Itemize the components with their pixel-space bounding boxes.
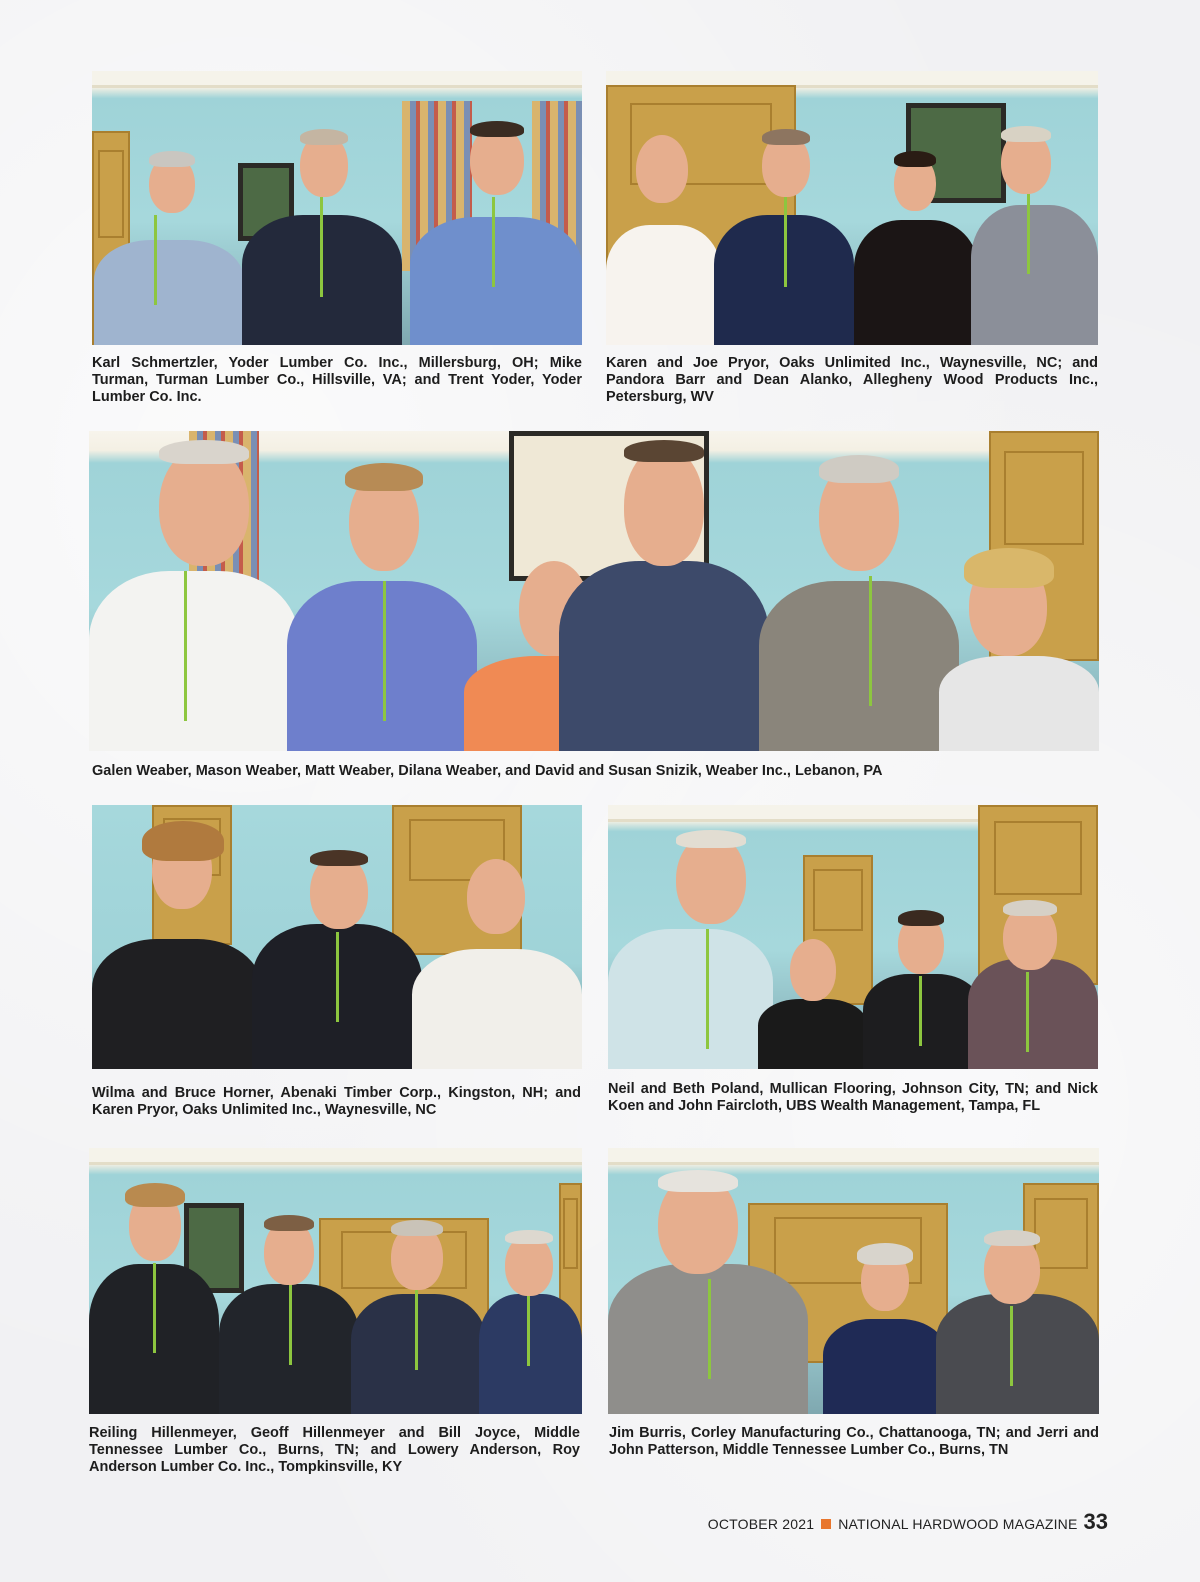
photo-3 [89, 431, 1099, 751]
caption-photo-3: Galen Weaber, Mason Weaber, Matt Weaber, Dilana Weaber, and David and Susan Snizik, Weaber Inc., Lebanon, PA [92, 763, 883, 779]
footer-month: OCTOBER 2021 [707, 1516, 815, 1532]
photo-5 [608, 805, 1098, 1069]
photo-1 [92, 71, 582, 345]
caption-photo-5: Neil and Beth Poland, Mullican Flooring, Johnson City, TN; and Nick Koen and John Faircloth, UBS Wealth Management, Tampa, FL [608, 1081, 1098, 1114]
photo-6 [89, 1148, 582, 1414]
page-footer [708, 1509, 1108, 1535]
footer-square-icon [821, 1519, 831, 1529]
page-number: 33 [1083, 1509, 1108, 1534]
caption-photo-2: Karen and Joe Pryor, Oaks Unlimited Inc., Waynesville, NC; and Pandora Barr and Dean Alanko, Allegheny Wood Products Inc., Petersburg, WV [606, 355, 1098, 405]
caption-photo-7: Jim Burris, Corley Manufacturing Co., Chattanooga, TN; and Jerri and John Patterson, Middle Tennessee Lumber Co., Burns, TN [609, 1425, 1099, 1458]
caption-photo-1: Karl Schmertzler, Yoder Lumber Co. Inc., Millersburg, OH; Mike Turman, Turman Lumber Co., Hillsville, VA; and Trent Yoder, Yoder Lumber Co. Inc. [92, 355, 582, 405]
photo-4 [92, 805, 582, 1069]
caption-photo-4: Wilma and Bruce Horner, Abenaki Timber Corp., Kingston, NH; and Karen Pryor, Oaks Unlimited Inc., Waynesville, NC [92, 1085, 581, 1118]
footer-magazine-name: NATIONAL HARDWOOD MAGAZINE [838, 1516, 1078, 1532]
photo-7 [608, 1148, 1099, 1414]
caption-photo-6: Reiling Hillenmeyer, Geoff Hillenmeyer and Bill Joyce, Middle Tennessee Lumber Co., Burns, TN; and Lowery Anderson, Roy Anderson Lumber Co. Inc., Tompkinsville, KY [89, 1425, 580, 1475]
photo-2 [606, 71, 1098, 345]
